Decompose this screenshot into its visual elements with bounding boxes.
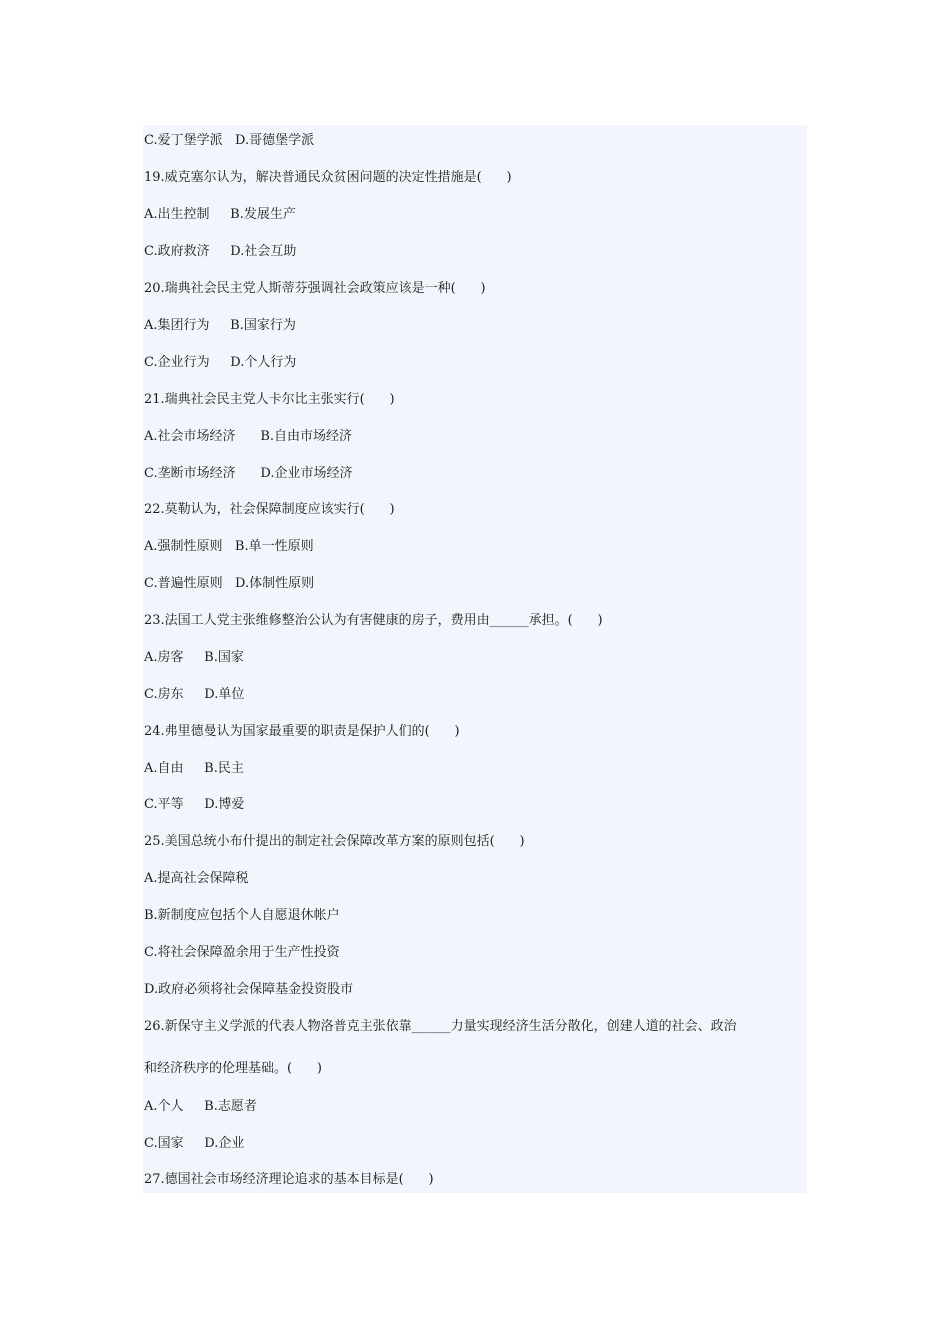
question-25: 25.美国总统小布什提出的制定社会保障改革方案的原则包括( ) (144, 834, 525, 849)
option-line: A.房客 B.国家 (144, 650, 244, 665)
option-line: A.提高社会保障税 (144, 871, 249, 886)
question-24: 24.弗里德曼认为国家最重要的职责是保护人们的( ) (144, 724, 460, 739)
option-line: A.出生控制 B.发展生产 (144, 207, 296, 222)
question-26: 26.新保守主义学派的代表人物洛普克主张依靠______力量实现经济生活分散化，创建人道的社会、政治 (144, 1019, 737, 1034)
option-line: B.新制度应包括个人自愿退休帐户 (144, 908, 340, 923)
option-line: A.社会市场经济 B.自由市场经济 (144, 429, 353, 444)
option-line: C.国家 D.企业 (144, 1136, 245, 1151)
option-line: D.政府必须将社会保障基金投资股市 (144, 982, 354, 997)
option-line: C.普遍性原则 D.体制性原则 (144, 576, 315, 591)
document-body (143, 125, 807, 1193)
option-line: C.爱丁堡学派 D.哥德堡学派 (144, 133, 315, 148)
option-line: C.垄断市场经济 D.企业市场经济 (144, 466, 353, 481)
option-line: A.集团行为 B.国家行为 (144, 318, 296, 333)
option-line: C.平等 D.博爱 (144, 797, 245, 812)
question-26-continued: 和经济秩序的伦理基础。( ) (144, 1061, 322, 1076)
option-line: C.政府救济 D.社会互助 (144, 244, 297, 259)
question-23: 23.法国工人党主张维修整治公认为有害健康的房子，费用由______承担。( ) (144, 613, 603, 628)
question-27: 27.德国社会市场经济理论追求的基本目标是( ) (144, 1172, 434, 1187)
question-21: 21.瑞典社会民主党人卡尔比主张实行( ) (144, 392, 395, 407)
option-line: C.房东 D.单位 (144, 687, 245, 702)
question-20: 20.瑞典社会民主党人斯蒂芬强调社会政策应该是一种( ) (144, 281, 486, 296)
question-22: 22.莫勒认为，社会保障制度应该实行( ) (144, 502, 395, 517)
option-line: A.自由 B.民主 (144, 761, 244, 776)
question-19: 19.威克塞尔认为，解决普通民众贫困问题的决定性措施是( ) (144, 170, 512, 185)
option-line: C.将社会保障盈余用于生产性投资 (144, 945, 340, 960)
option-line: A.强制性原则 B.单一性原则 (144, 539, 314, 554)
option-line: A.个人 B.志愿者 (144, 1099, 257, 1114)
option-line: C.企业行为 D.个人行为 (144, 355, 297, 370)
